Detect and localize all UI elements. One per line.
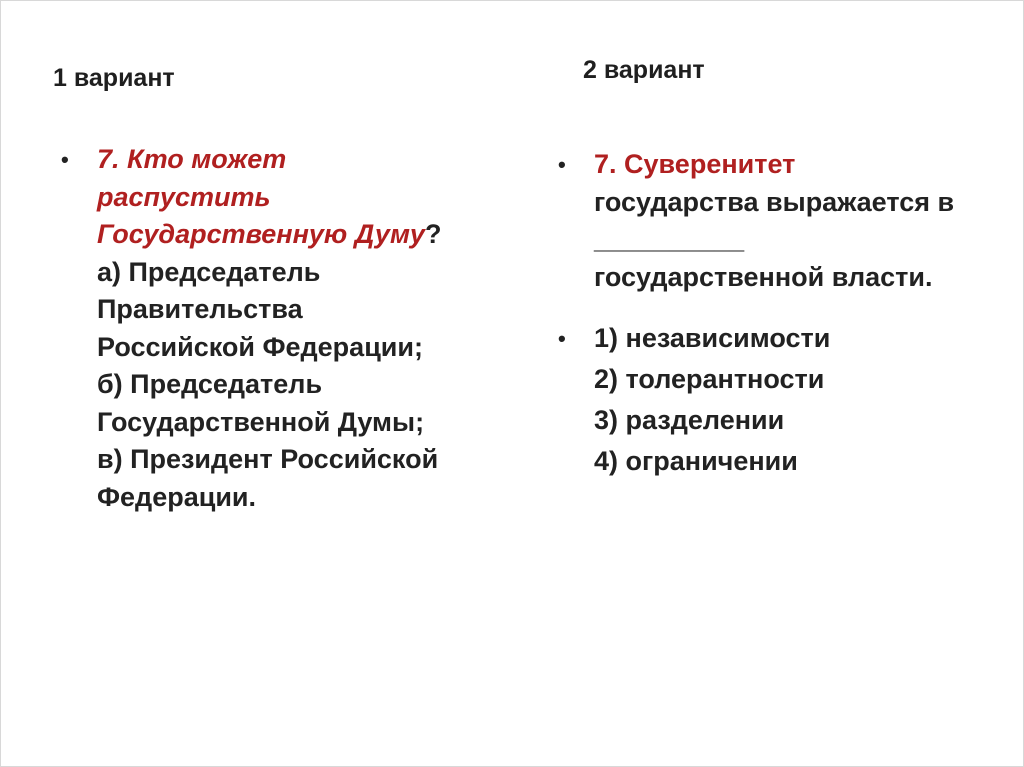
variant-1-option-line: б) Председатель — [97, 369, 323, 399]
variant-2-blank: __________ — [594, 224, 745, 254]
variant-2-option-line: 1) независимости — [594, 323, 831, 353]
variant-2-options-block — [558, 318, 831, 482]
variant-2-question-line-2: государства выражается в — [594, 186, 955, 217]
variant-1-option-line: Федерации. — [97, 481, 257, 512]
variant-2-option-line: 2) толерантности — [594, 364, 825, 394]
bullet-icon: • — [61, 147, 69, 172]
variant-1-question-line-2: распустить — [97, 181, 271, 212]
variant-1-question-number: 7. — [97, 144, 120, 174]
variant-1-question-block — [61, 141, 442, 516]
bullet-icon: • — [558, 152, 566, 177]
variant-2-option-line: 3) разделении — [594, 405, 785, 435]
variant-2-question-block — [558, 146, 955, 296]
variant-1-option-line: Государственной Думы; — [97, 406, 425, 437]
question-mark: ? — [424, 219, 442, 249]
variant-1-option-line: в) Президент Российской — [97, 444, 439, 474]
variant-2-title: 2 вариант — [583, 56, 705, 84]
variant-1-option-line: Правительства — [97, 294, 303, 324]
bullet-icon: • — [558, 326, 566, 351]
variant-2-question-text: Суверенитет — [624, 149, 796, 179]
variant-1-question-text-end: Государственную Думу — [97, 219, 425, 249]
variant-1-option-line: а) Председатель — [97, 256, 321, 287]
variant-1-option-line: Российской Федерации; — [97, 331, 423, 362]
variant-1-question-text: Кто может — [127, 144, 287, 174]
variant-1-title: 1 вариант — [53, 64, 175, 92]
variant-2-question-number: 7. — [594, 149, 617, 179]
variant-2-question-line-end: государственной власти. — [594, 261, 933, 292]
variant-1-question-line-3 — [97, 216, 441, 254]
variant-2-question-line-1 — [594, 146, 954, 184]
variant-2-option-line: 4) ограничении — [594, 446, 798, 476]
variant-1-question-line-1 — [97, 141, 441, 179]
